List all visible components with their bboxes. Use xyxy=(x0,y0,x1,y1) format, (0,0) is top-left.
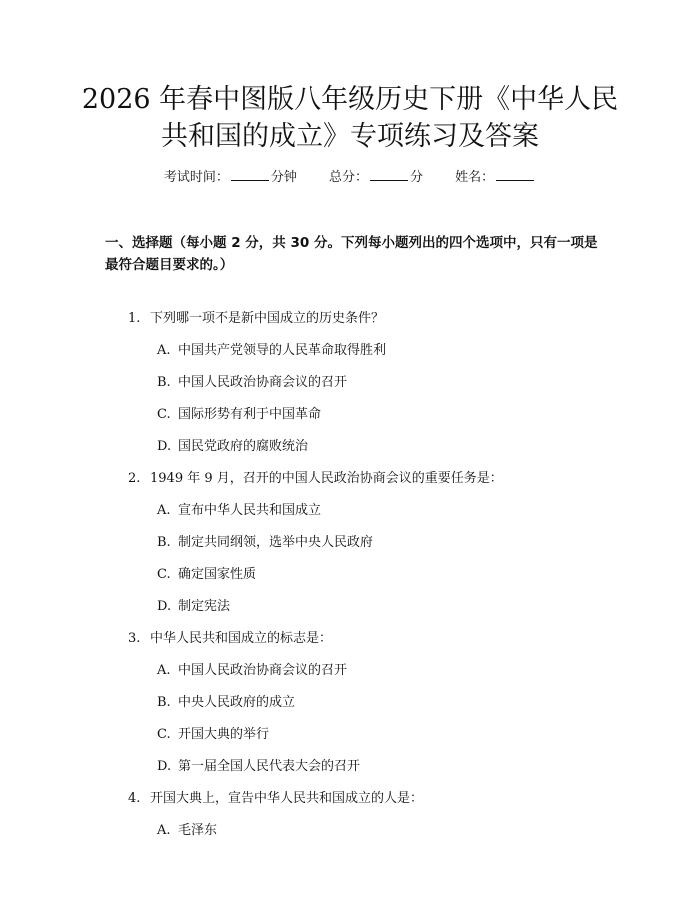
question-4 xyxy=(128,789,423,809)
total-score-blank xyxy=(370,168,408,181)
question-1-option-a xyxy=(157,341,386,361)
option-text: 开国大典的举行 xyxy=(178,727,270,742)
question-1-option-b xyxy=(157,373,347,393)
student-name-field xyxy=(455,168,536,188)
option-letter: C. xyxy=(157,727,171,742)
section-heading: 一、选择题（每小题 2 分，共 30 分。下列每小题列出的四个选项中，只有一项是最符合题目要求的。） xyxy=(105,235,598,273)
question-3-option-c xyxy=(157,725,269,745)
option-text: 毛泽东 xyxy=(178,823,218,838)
option-text: 中国共产党领导的人民革命取得胜利 xyxy=(178,343,387,358)
question-text: 开国大典上，宣告中华人民共和国成立的人是： xyxy=(150,791,424,806)
question-3-option-b xyxy=(157,693,295,713)
question-number: 1. xyxy=(128,311,141,326)
option-text: 制定宪法 xyxy=(178,599,231,614)
question-text: 下列哪一项不是新中国成立的历史条件？ xyxy=(150,311,385,326)
option-letter: D. xyxy=(157,599,172,614)
option-letter: A. xyxy=(157,343,171,358)
question-number: 3. xyxy=(128,631,141,646)
option-text: 中国人民政治协商会议的召开 xyxy=(178,375,348,390)
question-text: 1949 年 9 月，召开的中国人民政治协商会议的重要任务是： xyxy=(150,471,503,486)
question-3-option-d xyxy=(157,757,360,777)
option-letter: A. xyxy=(157,663,171,678)
option-letter: D. xyxy=(157,439,172,454)
exam-time-label: 考试时间： xyxy=(163,170,229,185)
document-title-line-1: 2026 年春中图版八年级历史下册《中华人民 xyxy=(81,84,619,115)
option-text: 宣布中华人民共和国成立 xyxy=(178,503,322,518)
question-1-option-d xyxy=(157,437,308,457)
question-2-option-b xyxy=(157,533,373,553)
option-letter: C. xyxy=(157,567,171,582)
option-text: 中国人民政治协商会议的召开 xyxy=(178,663,348,678)
total-score-field xyxy=(329,168,423,188)
question-2-option-d xyxy=(157,597,230,617)
question-2 xyxy=(128,469,503,489)
document-title-line-2: 共和国的成立》专项练习及答案 xyxy=(161,121,539,152)
option-text: 中央人民政府的成立 xyxy=(178,695,296,710)
question-4-option-a xyxy=(157,821,217,841)
option-letter: A. xyxy=(157,823,171,838)
exam-time-unit: 分钟 xyxy=(270,170,297,185)
question-1-option-c xyxy=(157,405,321,425)
option-letter: B. xyxy=(157,375,171,390)
option-text: 国民党政府的腐败统治 xyxy=(178,439,309,454)
option-letter: C. xyxy=(157,407,171,422)
option-letter: B. xyxy=(157,695,171,710)
question-1 xyxy=(128,309,384,329)
option-text: 制定共同纲领，选举中央人民政府 xyxy=(178,535,374,550)
student-name-label: 姓名： xyxy=(455,170,495,185)
question-3-option-a xyxy=(157,661,347,681)
question-2-option-a xyxy=(157,501,321,521)
option-letter: B. xyxy=(157,535,171,550)
student-name-blank xyxy=(496,168,534,181)
question-2-option-c xyxy=(157,565,256,585)
option-text: 确定国家性质 xyxy=(178,567,257,582)
total-score-label: 总分： xyxy=(328,170,368,185)
option-text: 第一届全国人民代表大会的召开 xyxy=(178,759,361,774)
total-score-unit: 分 xyxy=(410,170,424,185)
option-letter: A. xyxy=(157,503,171,518)
exam-info-line xyxy=(0,168,700,188)
question-3 xyxy=(128,629,332,649)
option-letter: D. xyxy=(157,759,172,774)
exam-time-blank xyxy=(231,168,269,181)
question-number: 2. xyxy=(128,471,141,486)
option-text: 国际形势有利于中国革命 xyxy=(178,407,322,422)
exam-time-field xyxy=(164,168,297,188)
question-number: 4. xyxy=(128,791,141,806)
question-text: 中华人民共和国成立的标志是： xyxy=(150,631,333,646)
